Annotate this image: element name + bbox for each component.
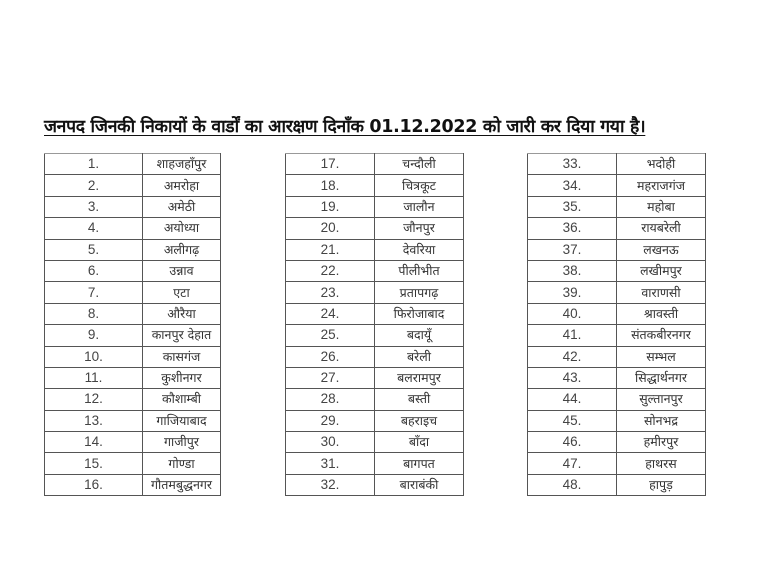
district-name-cell: गाजियाबाद [143,410,221,431]
serial-number-cell: 4. [45,218,143,239]
serial-number-cell: 46. [528,432,617,453]
district-name-cell: फिरोजाबाद [375,303,464,324]
district-name-cell: अलीगढ़ [143,239,221,260]
serial-number-cell: 40. [528,303,617,324]
district-name-cell: गौतमबुद्धनगर [143,474,221,495]
district-name-cell: बरेली [375,346,464,367]
serial-number-cell: 48. [528,474,617,495]
district-name-cell: हमीरपुर [617,432,706,453]
table-row [286,303,464,324]
district-name-cell: जौनपुर [375,218,464,239]
district-name-cell: सोनभद्र [617,410,706,431]
district-name-cell: उन्नाव [143,260,221,281]
district-name-cell: श्रावस्ती [617,303,706,324]
table-row [45,367,221,388]
serial-number-cell: 19. [286,196,375,217]
district-name-cell: कानपुर देहात [143,325,221,346]
district-name-cell: कुशीनगर [143,367,221,388]
district-name-cell: औरैया [143,303,221,324]
serial-number-cell: 33. [528,154,617,175]
table-row [528,175,706,196]
serial-number-cell: 28. [286,389,375,410]
serial-number-cell: 44. [528,389,617,410]
serial-number-cell: 24. [286,303,375,324]
table-row [286,410,464,431]
district-name-cell: बदायूँ [375,325,464,346]
table-row [45,260,221,281]
serial-number-cell: 27. [286,367,375,388]
table-row [528,260,706,281]
serial-number-cell: 9. [45,325,143,346]
table-row [286,453,464,474]
table-row [45,389,221,410]
serial-number-cell: 37. [528,239,617,260]
district-name-cell: गाजीपुर [143,432,221,453]
table-row [528,474,706,495]
district-name-cell: पीलीभीत [375,260,464,281]
district-name-cell: अमरोहा [143,175,221,196]
district-table-2 [285,153,464,496]
serial-number-cell: 36. [528,218,617,239]
serial-number-cell: 7. [45,282,143,303]
district-table-1 [44,153,221,496]
district-name-cell: सम्भल [617,346,706,367]
district-name-cell: हाथरस [617,453,706,474]
table-row [528,346,706,367]
district-name-cell: प्रतापगढ़ [375,282,464,303]
district-name-cell: अयोध्या [143,218,221,239]
table-row [45,432,221,453]
district-name-cell: बस्ती [375,389,464,410]
district-name-cell: बागपत [375,453,464,474]
table-row [528,453,706,474]
serial-number-cell: 43. [528,367,617,388]
table-row [286,239,464,260]
table-row [286,218,464,239]
table-row [45,474,221,495]
table-row [45,325,221,346]
table-row [286,196,464,217]
district-name-cell: लखनऊ [617,239,706,260]
district-name-cell: गोण्डा [143,453,221,474]
table-row [45,303,221,324]
serial-number-cell: 5. [45,239,143,260]
district-name-cell: बलरामपुर [375,367,464,388]
table-row [286,260,464,281]
table-row [528,239,706,260]
serial-number-cell: 29. [286,410,375,431]
table-row [528,410,706,431]
district-name-cell: बाँदा [375,432,464,453]
serial-number-cell: 10. [45,346,143,367]
table-row [286,389,464,410]
table-row [528,218,706,239]
serial-number-cell: 17. [286,154,375,175]
serial-number-cell: 1. [45,154,143,175]
serial-number-cell: 35. [528,196,617,217]
district-name-cell: वाराणसी [617,282,706,303]
district-name-cell: कासगंज [143,346,221,367]
district-name-cell: जालौन [375,196,464,217]
district-name-cell: बाराबंकी [375,474,464,495]
district-name-cell: बहराइच [375,410,464,431]
serial-number-cell: 3. [45,196,143,217]
table-row [286,346,464,367]
table-row [286,154,464,175]
serial-number-cell: 30. [286,432,375,453]
serial-number-cell: 18. [286,175,375,196]
district-name-cell: भदोही [617,154,706,175]
serial-number-cell: 16. [45,474,143,495]
district-name-cell: महोबा [617,196,706,217]
table-row [528,196,706,217]
serial-number-cell: 42. [528,346,617,367]
district-name-cell: रायबरेली [617,218,706,239]
serial-number-cell: 31. [286,453,375,474]
serial-number-cell: 25. [286,325,375,346]
serial-number-cell: 8. [45,303,143,324]
table-row [286,432,464,453]
table-row [528,282,706,303]
serial-number-cell: 6. [45,260,143,281]
table-row [286,175,464,196]
serial-number-cell: 32. [286,474,375,495]
district-name-cell: महराजगंज [617,175,706,196]
serial-number-cell: 38. [528,260,617,281]
table-row [286,325,464,346]
table-row [528,389,706,410]
serial-number-cell: 41. [528,325,617,346]
district-name-cell: शाहजहाँपुर [143,154,221,175]
table-row [528,432,706,453]
district-name-cell: हापुड़ [617,474,706,495]
table-row [45,239,221,260]
district-name-cell: लखीमपुर [617,260,706,281]
serial-number-cell: 12. [45,389,143,410]
table-row [45,175,221,196]
table-row [286,282,464,303]
district-name-cell: कौशाम्बी [143,389,221,410]
district-name-cell: अमेठी [143,196,221,217]
district-name-cell: सिद्धार्थनगर [617,367,706,388]
table-row [45,453,221,474]
district-name-cell: चित्रकूट [375,175,464,196]
district-name-cell: एटा [143,282,221,303]
serial-number-cell: 14. [45,432,143,453]
serial-number-cell: 26. [286,346,375,367]
document-title: जनपद जिनकी निकायों के वार्डों का आरक्षण दिनाँक 01.12.2022 को जारी कर दिया गया है। [44,117,646,137]
table-row [45,346,221,367]
table-row [45,154,221,175]
serial-number-cell: 34. [528,175,617,196]
serial-number-cell: 22. [286,260,375,281]
serial-number-cell: 45. [528,410,617,431]
table-row [45,218,221,239]
district-name-cell: संतकबीरनगर [617,325,706,346]
district-table-3 [527,153,706,496]
serial-number-cell: 2. [45,175,143,196]
serial-number-cell: 21. [286,239,375,260]
table-row [528,303,706,324]
table-row [528,154,706,175]
table-row [45,410,221,431]
serial-number-cell: 23. [286,282,375,303]
table-row [528,367,706,388]
district-name-cell: देवरिया [375,239,464,260]
serial-number-cell: 47. [528,453,617,474]
district-name-cell: चन्दौली [375,154,464,175]
table-row [286,367,464,388]
table-row [45,196,221,217]
serial-number-cell: 13. [45,410,143,431]
table-row [286,474,464,495]
table-row [45,282,221,303]
serial-number-cell: 39. [528,282,617,303]
table-row [528,325,706,346]
serial-number-cell: 11. [45,367,143,388]
serial-number-cell: 20. [286,218,375,239]
district-name-cell: सुल्तानपुर [617,389,706,410]
serial-number-cell: 15. [45,453,143,474]
